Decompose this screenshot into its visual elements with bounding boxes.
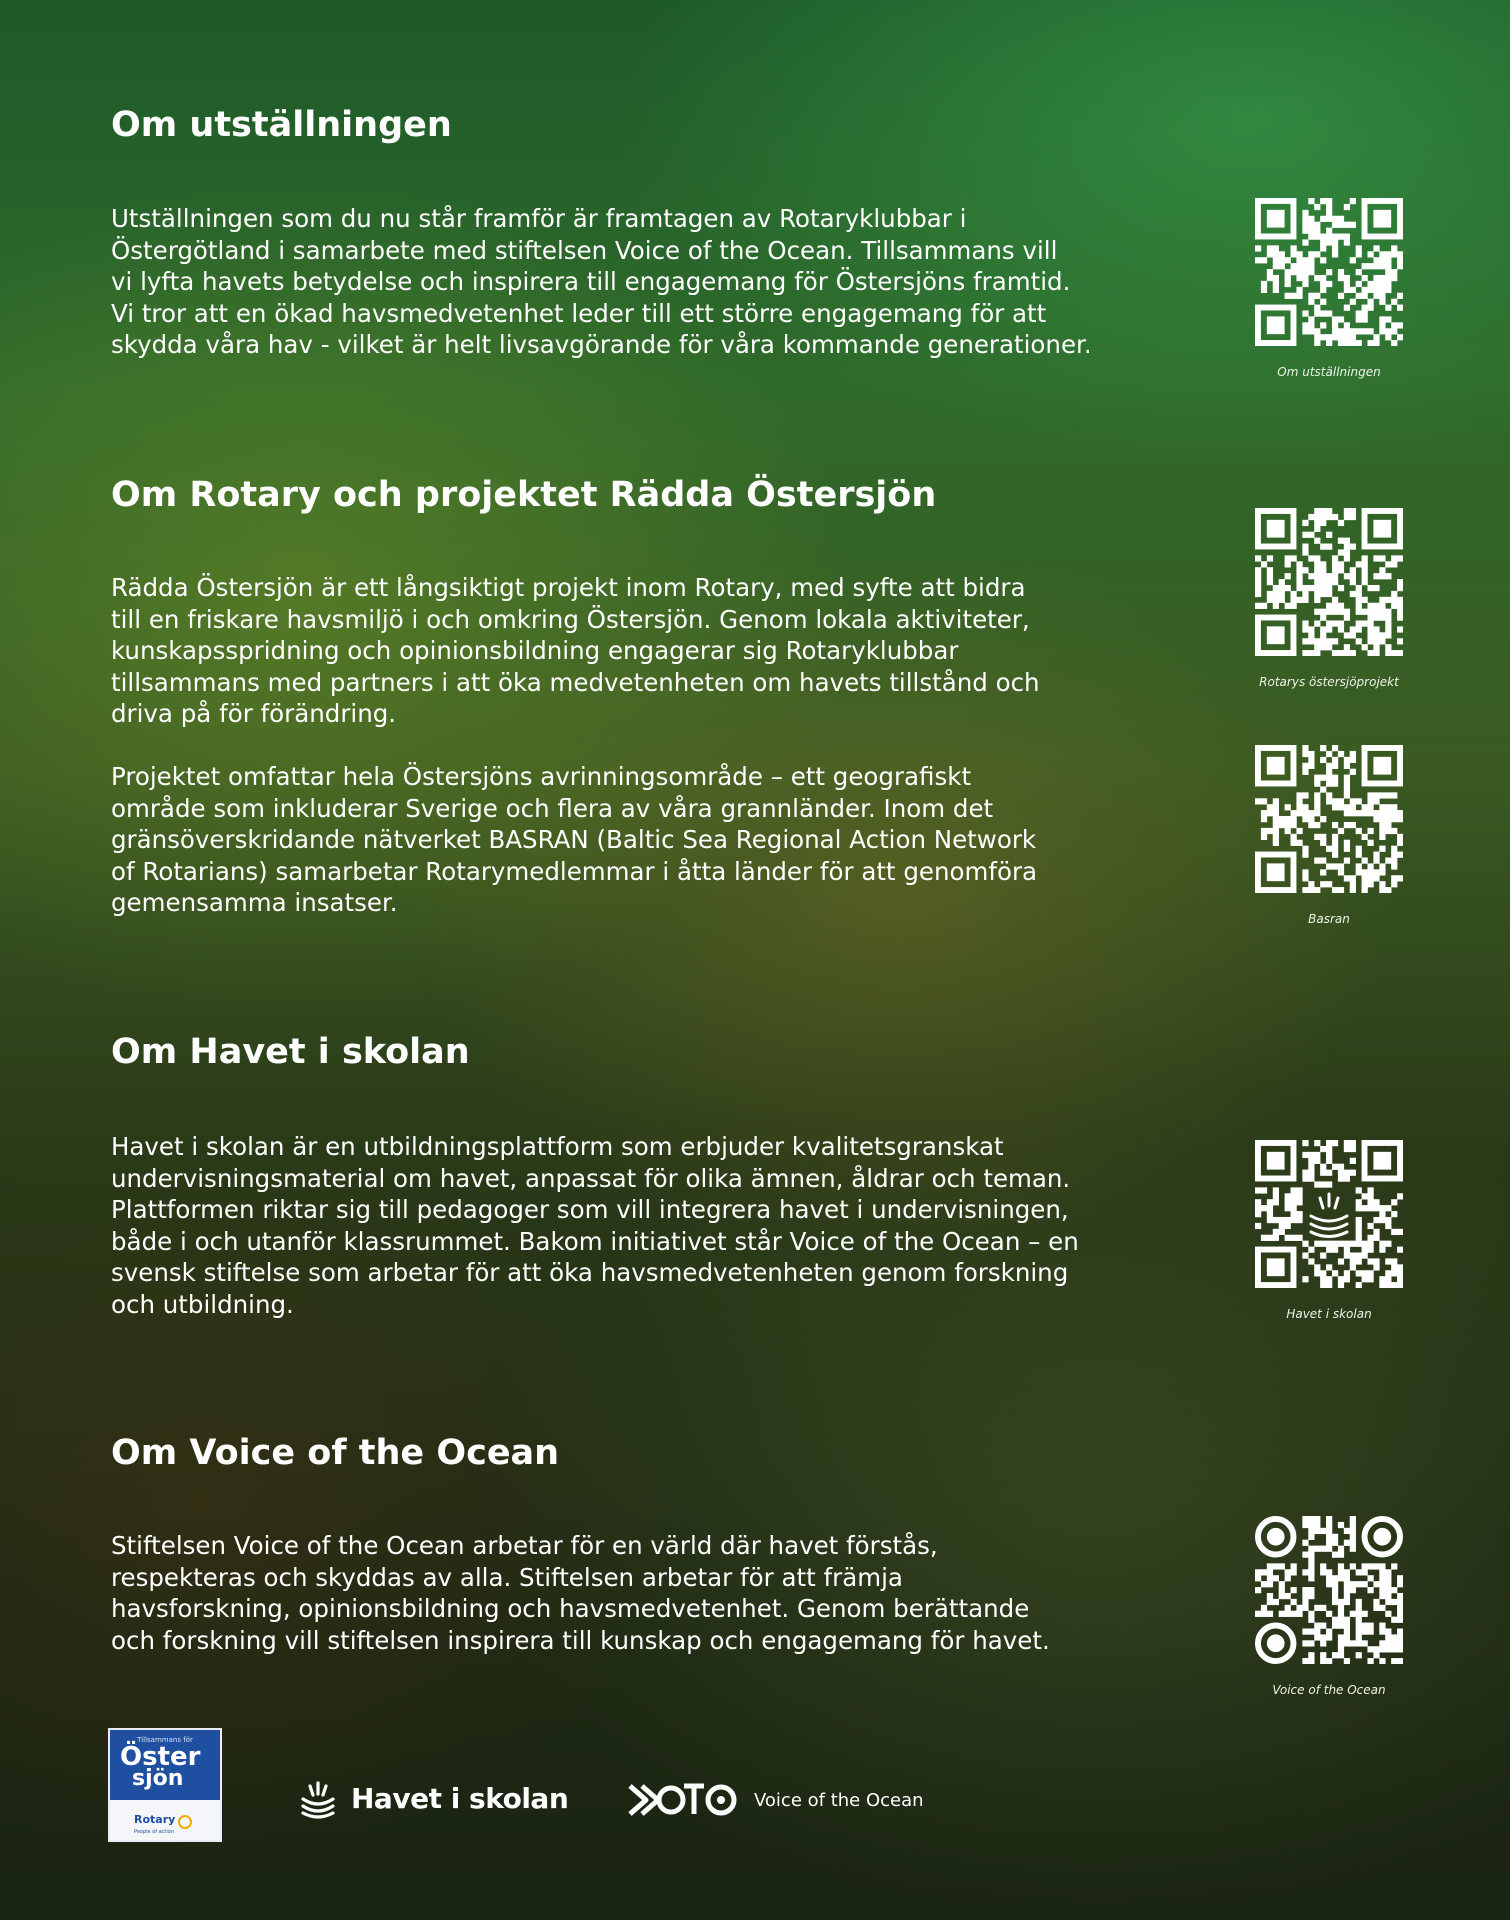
qr-caption: Havet i skolan	[1286, 1307, 1372, 1321]
voice-of-the-ocean-wordmark: Voice of the Ocean	[754, 1789, 924, 1811]
qr-finder	[1258, 201, 1294, 237]
paragraph-rotary-1: Rädda Östersjön är ett långsiktigt projekt inom Rotary, med syfte att bidra till en friskare havsmiljö i och omkring Östersjön. Genom lokala aktiviteter, kunskapsspridning och opinionsbildning engagerar sig Rotaryklubbar tillsammans med partners i att öka medvetenheten om havets tillstånd och driva på för förändring.	[111, 573, 1040, 728]
rotary-ostersjon-logo	[108, 1728, 222, 1842]
qr-block-om-utstallningen[interactable]	[1255, 198, 1403, 380]
qr-caption: Rotarys östersjöprojekt	[1259, 675, 1399, 689]
waves-icon	[297, 1777, 339, 1819]
qr-finder	[1258, 1143, 1294, 1179]
qr-finder	[1258, 308, 1294, 344]
qr-block-basran[interactable]	[1255, 745, 1403, 927]
rotary-tagline: People of action	[134, 1829, 174, 1835]
qr-finder	[1258, 1519, 1294, 1555]
qr-code-icon[interactable]	[1255, 1516, 1403, 1664]
logo-line1: Öster	[120, 1742, 201, 1772]
qr-caption: Voice of the Ocean	[1272, 1683, 1386, 1697]
qr-finder	[1258, 748, 1294, 784]
qr-finder	[1365, 511, 1401, 547]
section-title-om-utstallningen: Om utställningen	[111, 105, 452, 145]
waves-icon	[1311, 1194, 1347, 1237]
logo-line2: sjön	[132, 1766, 184, 1791]
logo-small-text: Tillsammans för	[137, 1736, 193, 1744]
paragraph-voice-of-the-ocean: Stiftelsen Voice of the Ocean arbetar för en värld där havet förstås, respekteras och skyddas av alla. Stiftelsen arbetar för att främja havsforskning, opinionsbildning och havsmedvetenhet. Genom berättande och forskning vill stiftelsen inspirera till kunskap och engagemang för havet.	[111, 1531, 1050, 1655]
havet-i-skolan-logo	[297, 1776, 568, 1820]
qr-code-icon[interactable]	[1255, 745, 1403, 893]
paragraph-om-utstallningen: Utställningen som du nu står framför är framtagen av Rotaryklubbar i Östergötland i samarbete med stiftelsen Voice of the Ocean. Tillsammans vill vi lyfta havets betydelse och inspirera till engagemang för Östersjöns framtid. Vi tror att en ökad havsmedvetenhet leder till ett större engagemang för att skydda våra hav - vilket är helt livsavgörande för våra kommande generationer.	[111, 204, 1092, 359]
section-title-voice-of-the-ocean: Om Voice of the Ocean	[111, 1433, 560, 1473]
qr-finder	[1365, 201, 1401, 237]
qr-finder	[1365, 748, 1401, 784]
qr-caption: Basran	[1308, 912, 1350, 926]
paragraph-rotary-2: Projektet omfattar hela Östersjöns avrinningsområde – ett geografiskt område som inkluderar Sverige och flera av våra grannländer. Inom det gränsöverskridande nätverket BASRAN (Baltic Sea Regional Action Network of Rotarians) samarbetar Rotarymedlemmar i åtta länder för att genomföra gemensamma insatser.	[111, 762, 1038, 917]
qr-finder	[1258, 618, 1294, 654]
havet-i-skolan-wordmark: Havet i skolan	[351, 1781, 569, 1815]
qr-finder	[1258, 1626, 1294, 1662]
qr-finder	[1258, 511, 1294, 547]
qr-finder	[1258, 1250, 1294, 1286]
paragraph-havet-i-skolan: Havet i skolan är en utbildningsplattform som erbjuder kvalitetsgranskat undervisningsmaterial om havet, anpassat för olika ämnen, åldrar och teman. Plattformen riktar sig till pedagoger som vill integrera havet i undervisningen, både i och utanför klassrummet. Bakom initiativet står Voice of the Ocean – en svensk stiftelse som arbetar för att öka havsmedvetenheten genom forskning och utbildning.	[111, 1132, 1079, 1319]
qr-finder	[1365, 1143, 1401, 1179]
rotary-wheel-icon	[178, 1815, 192, 1829]
rotary-name: Rotary	[134, 1813, 176, 1826]
qr-caption: Om utställningen	[1277, 365, 1381, 379]
qr-code-icon[interactable]	[1255, 1140, 1403, 1288]
qr-finder	[1365, 1519, 1401, 1555]
section-title-havet-i-skolan: Om Havet i skolan	[111, 1032, 470, 1072]
qr-code-icon[interactable]	[1255, 198, 1403, 346]
qr-finder	[1258, 855, 1294, 891]
section-title-om-rotary: Om Rotary och projektet Rädda Östersjön	[111, 475, 937, 515]
qr-code-icon[interactable]	[1255, 508, 1403, 656]
qr-block-havet-i-skolan[interactable]	[1255, 1140, 1403, 1322]
qr-block-voice-of-the-ocean[interactable]	[1255, 1516, 1403, 1698]
voto-icon	[628, 1780, 740, 1820]
voice-of-the-ocean-logo	[628, 1780, 924, 1820]
qr-block-rotarys-ostersjoprojekt[interactable]	[1255, 508, 1403, 690]
